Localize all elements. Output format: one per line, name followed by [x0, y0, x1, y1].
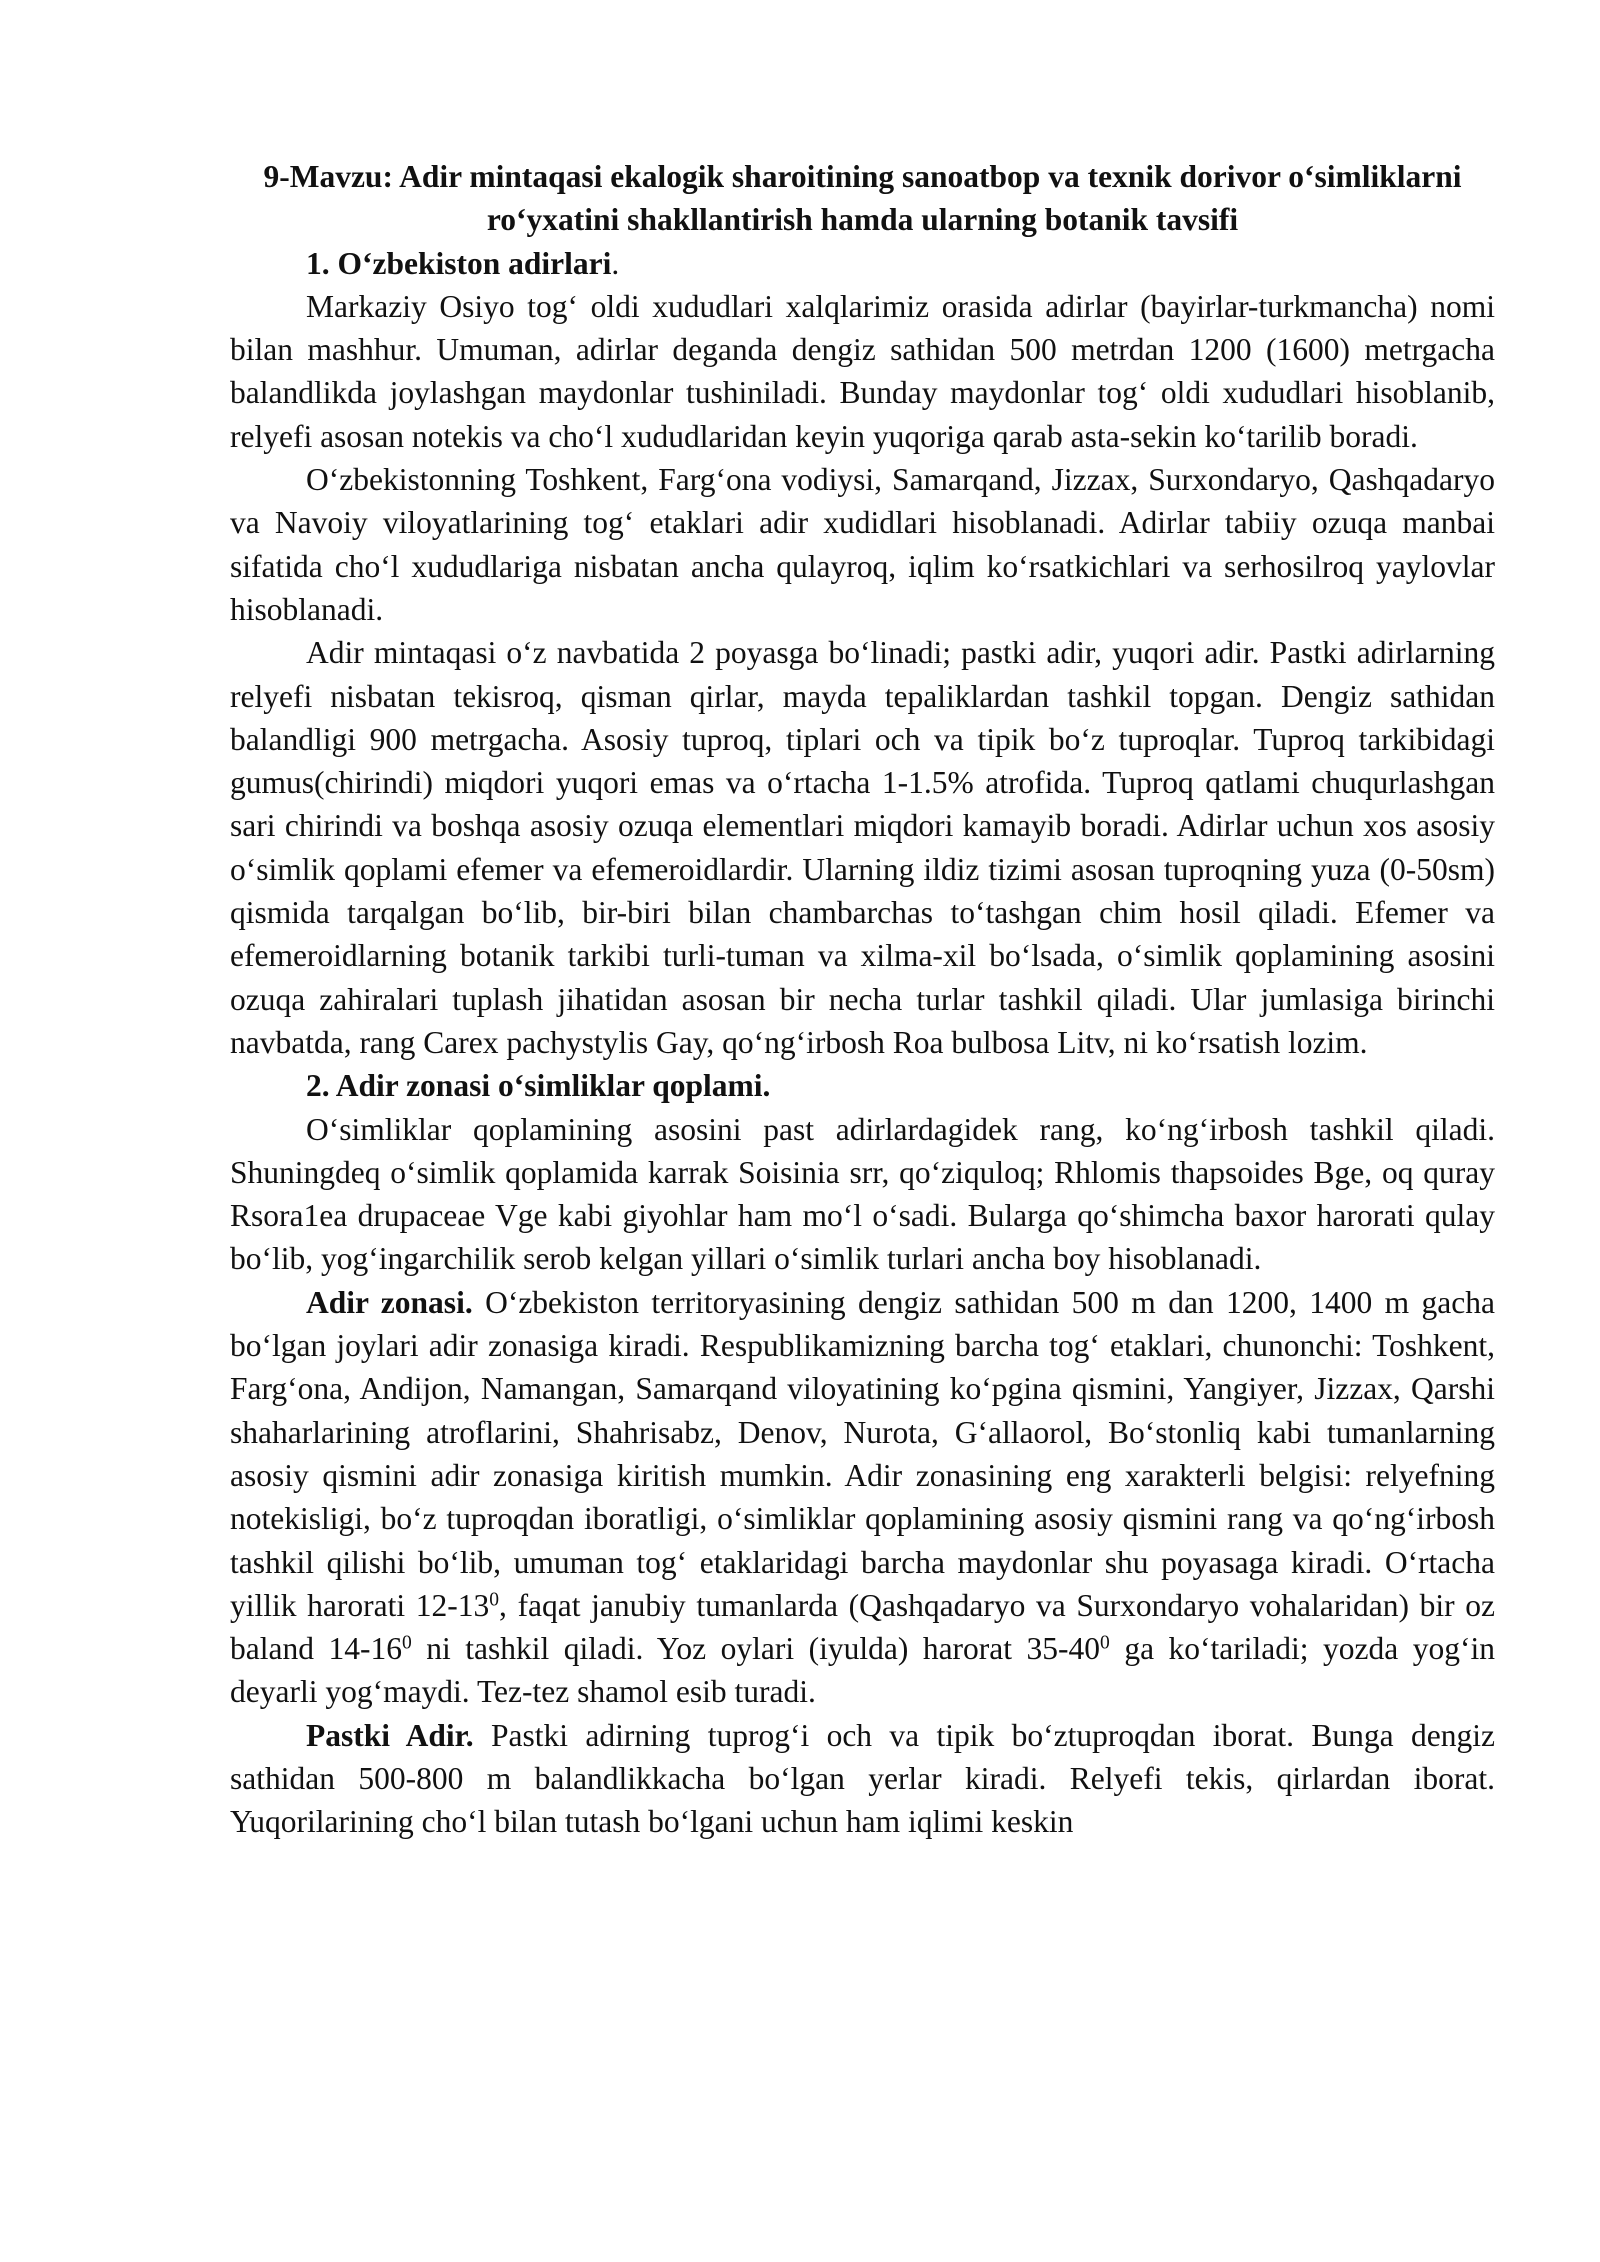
paragraph-text: , faqat janubiy tumanlarda (Qashqadaryo va Surxondaryo vohalaridan) bir oz baland 14-16: [230, 1587, 1495, 1667]
document-page: [230, 155, 1495, 1844]
paragraph-text: Pastki adirning tuprog‘i och va tipik bo‘ztuproqdan iborat. Bunga dengiz sathidan 500-800 m balandlikkacha bo‘lgan yerlar kiradi. Relyefi tekis, qirlardan iborat. Yuqorilarining cho‘l bilan tutash bo‘lgani uchun ham iqlimi keskin: [230, 1717, 1495, 1840]
paragraph-text: ni tashkil qiladi. Yoz oylari (iyulda) harorat 35-40: [411, 1631, 1101, 1667]
degree-superscript: 0: [401, 1632, 412, 1654]
paragraph-lead: Pastki Adir.: [306, 1717, 474, 1753]
paragraph-text: ga ko‘tariladi; yozda yog‘in deyarli yog‘maydi. Tez-tez shamol esib turadi.: [230, 1631, 1495, 1710]
section-heading-vegetation-cover: 2. Adir zonasi o‘simliklar qoplami.: [306, 1068, 771, 1104]
paragraph-adir-zonasi: [230, 1281, 1495, 1714]
paragraph-text: O‘zbekiston territoryasining dengiz sathidan 500 m dan 1200, 1400 m gacha bo‘lgan joylari adir zonasiga kiradi. Respublikamizning barcha tog‘ etaklari, chunonchi: Toshkent, Farg‘ona, Andijon, Namangan, Samarqand viloyatining ko‘pgina qismini, Yangiyer, Jizzax, Qarshi shaharlarining atroflarini, Shahrisabz, Denov, Nurota, G‘allaorol, Bo‘stonliq kabi tumanlarning asosiy qismini adir zonasiga kiritish mumkin. Adir zonasining eng xarakterli belgisi: relyefning notekisligi, bo‘z tuproqdan iboratligi, o‘simliklar qoplamining asosiy qismini rang va qo‘ng‘irbosh tashkil qilishi bo‘lib, umuman tog‘ etaklaridagi barcha maydonlar shu poyasaga kiradi. O‘rtacha yillik harorati 12-13: [230, 1284, 1495, 1623]
document-title: 9-Mavzu: Adir mintaqasi ekalogik sharoitining sanoatbop va texnik dorivor o‘simliklarni ro‘yxatini shakllantirish hamda ularning botanik tavsifi: [263, 159, 1462, 238]
section-heading-period: .: [611, 245, 620, 281]
section-heading-text: 1. O‘zbekiston adirlari: [306, 245, 612, 281]
paragraph: Adir mintaqasi o‘z navbatida 2 poyasga bo‘linadi; pastki adir, yuqori adir. Pastki adirlarning relyefi nisbatan tekisroq, qisman qirlar, mayda tepaliklardan tashkil topgan. Dengiz sathidan balandligi 900 metrgacha. Asosiy tuproq, tiplari och va tipik bo‘z tuproqlar. Tuproq tarkibidagi gumus(chirindi) miqdori yuqori emas va o‘rtacha 1-1.5% atrofida. Tuproq qatlami chuqurlashgan sari chirindi va boshqa asosiy ozuqa elementlari miqdori kamayib boradi. Adirlar uchun xos asosiy o‘simlik qoplami efemer va efemeroidlardir. Ularning ildiz tizimi asosan tuproqning yuza (0-50sm) qismida tarqalgan bo‘lib, bir-biri bilan chambarchas to‘tashgan chim hosil qiladi. Efemer va efemeroidlarning botanik tarkibi turli-tuman va xilma-xil bo‘lsada, o‘simlik qoplamining asosini ozuqa zahiralari tuplash jihatidan asosan bir necha turlar tashkil qiladi. Ular jumlasiga birinchi navbatda, rang Carex pachystylis Gay, qo‘ng‘irbosh Roa bulbosa Litv, ni ko‘rsatish lozim.: [230, 635, 1495, 1060]
paragraph: Markaziy Osiyo tog‘ oldi xududlari xalqlarimiz orasida adirlar (bayirlar-turkmancha) nomi bilan mashhur. Umuman, adirlar deganda dengiz sathidan 500 metrdan 1200 (1600) metrgacha balandlikda joylashgan maydonlar tushiniladi. Bunday maydonlar tog‘ oldi xududlari hisoblanib, relyefi asosan notekis va cho‘l xududlaridan keyin yuqoriga qarab asta-sekin ko‘tarilib boradi.: [230, 288, 1495, 454]
section-heading-uzbekistan-hills: [230, 242, 1495, 285]
degree-superscript: 0: [489, 1589, 500, 1611]
paragraph-pastki-adir: [230, 1714, 1495, 1844]
paragraph: O‘simliklar qoplamining asosini past adirlardagidek rang, ko‘ng‘irbosh tashkil qiladi. Shuningdeq o‘simlik qoplamida karrak Soisinia srr, qo‘ziquloq; Rhlomis thapsoides Bge, oq quray Rsora1ea drupaceae Vge kabi giyohlar ham mo‘l o‘sadi. Bularga qo‘shimcha baxor harorati qulay bo‘lib, yog‘ingarchilik serob kelgan yillari o‘simlik turlari ancha boy hisoblanadi.: [230, 1111, 1495, 1277]
paragraph-lead: Adir zonasi.: [306, 1284, 473, 1320]
degree-superscript: 0: [1100, 1632, 1110, 1654]
paragraph: O‘zbekistonning Toshkent, Farg‘ona vodiysi, Samarqand, Jizzax, Surxondaryo, Qashqadaryo va Navoiy viloyatlarining tog‘ etaklari adir xudidlari hisoblanadi. Adirlar tabiiy ozuqa manbai sifatida cho‘l xududlariga nisbatan ancha qulayroq, iqlim ko‘rsatkichlari va serhosilroq yaylovlar hisoblanadi.: [230, 462, 1495, 627]
